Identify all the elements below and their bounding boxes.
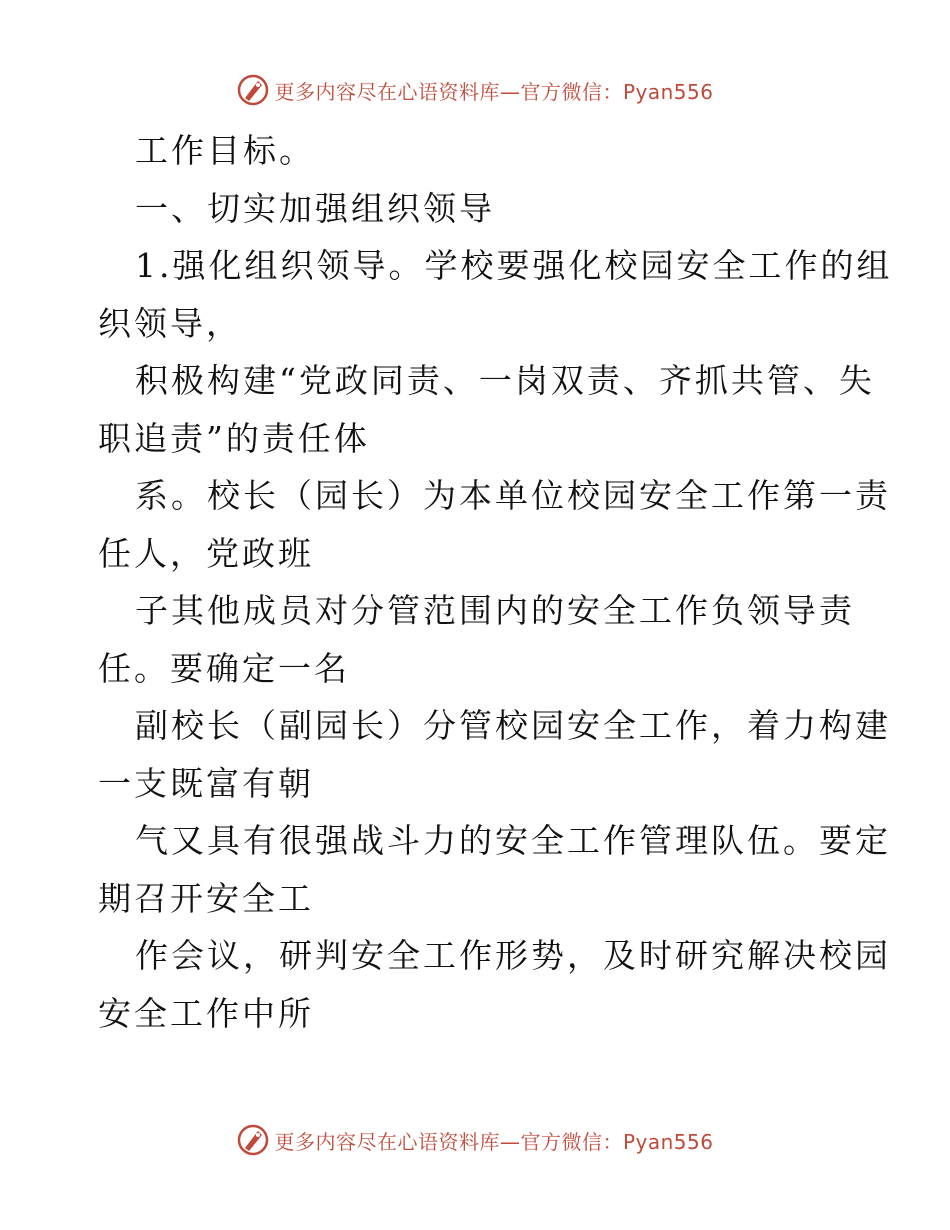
text-line: 任人，党政班 — [98, 533, 314, 573]
text-line: 作会议，研判安全工作形势，及时研究解决校园 — [135, 936, 891, 975]
section-heading: 一、切实加强组织领导 — [135, 188, 495, 228]
text-line: 一支既富有朝 — [98, 763, 314, 803]
text-line: 气又具有很强战斗力的安全工作管理队伍。要定 — [135, 821, 891, 860]
header-banner — [0, 70, 950, 110]
text-line: 织领导， — [98, 303, 242, 343]
text-line: 职追责”的责任体 — [98, 418, 370, 458]
text-line: 期召开安全工 — [98, 878, 314, 918]
text-line: 安全工作中所 — [98, 993, 314, 1033]
text-line: 工作目标。 — [135, 131, 315, 170]
footer-banner-text: 更多内容尽在心语资料库—官方微信：Pyan556 — [274, 1129, 714, 1154]
pen-nib-logo-icon — [236, 1123, 270, 1157]
text-line: 子其他成员对分管范围内的安全工作负领导责 — [135, 591, 855, 630]
pen-nib-logo-icon — [236, 73, 270, 107]
header-banner-text: 更多内容尽在心语资料库—官方微信：Pyan556 — [274, 79, 714, 104]
text-line: 系。校长（园长）为本单位校园安全工作第一责 — [135, 476, 891, 515]
document-body — [98, 122, 893, 1042]
text-line: 任。要确定一名 — [98, 648, 350, 688]
text-line: 1.强化组织领导。学校要强化校园安全工作的组 — [135, 246, 893, 285]
text-line: 副校长（副园长）分管校园安全工作，着力构建 — [135, 706, 891, 745]
text-line: 积极构建“党政同责、一岗双责、齐抓共管、失 — [135, 361, 875, 400]
footer-banner — [0, 1120, 950, 1160]
